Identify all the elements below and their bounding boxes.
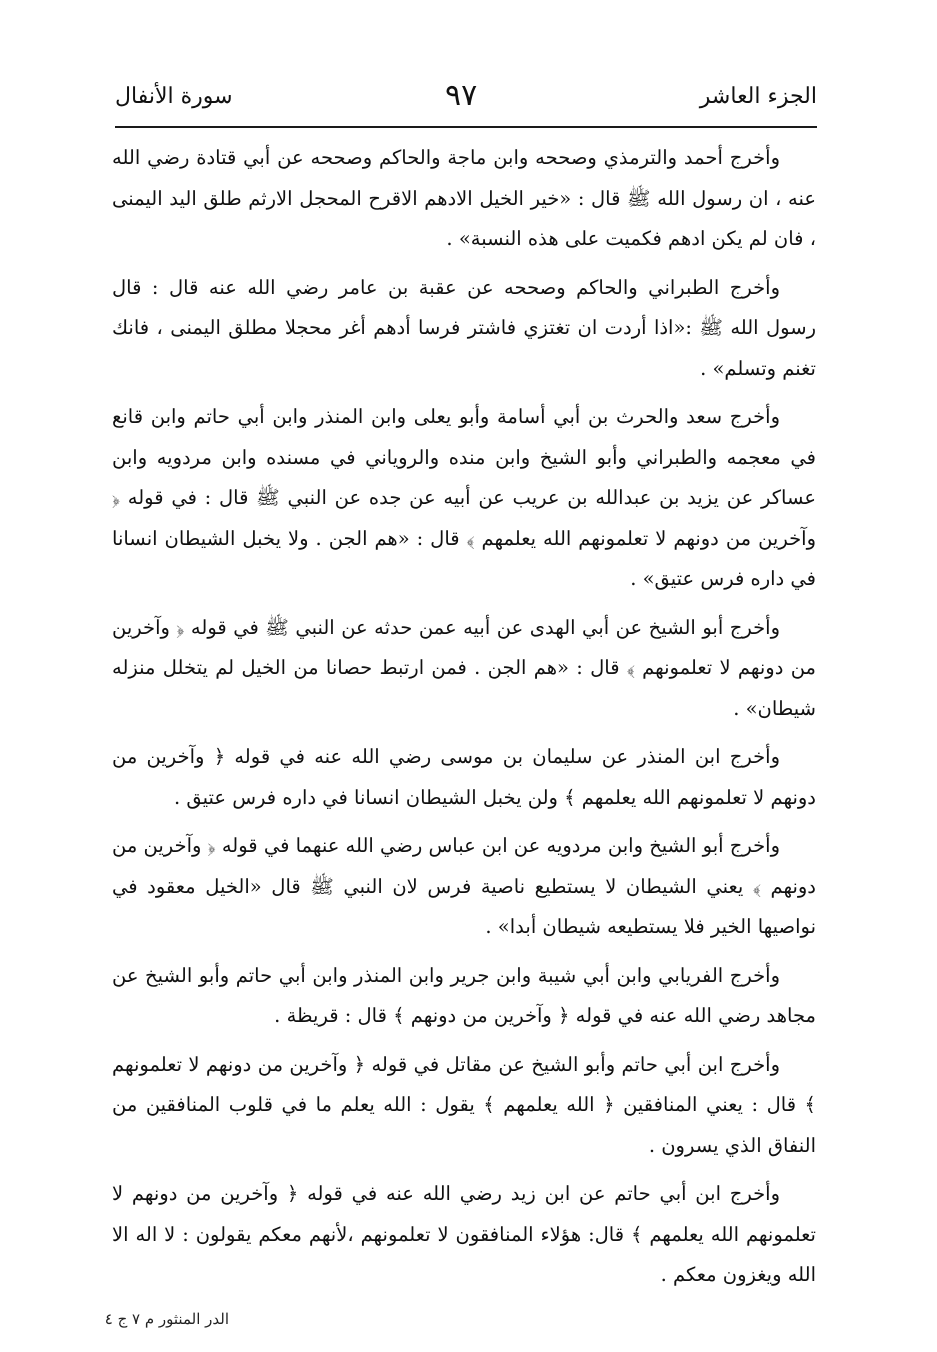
paragraph: وأخرج الفريابي وابن أبي شيبة وابن جرير وابن المنذر وابن أبي حاتم وأبو الشيخ عن مجاهد رضي الله عنه في قوله ﴿ وآخرين من دونهم ﴾ قال : قريظة . [112,963,816,1027]
paragraph: وأخرج أحمد والترمذي وصححه وابن ماجة والحاكم وصححه عن أبي قتادة رضي الله عنه ، ان رسول الله ﷺ قال : «خير الخيل الادهم الاقرح المحجل الارثم طلق اليد اليمنى ، فان لم يكن ادهم فكميت على هذه النسبة» . [112,146,816,250]
surah-title: سورة الأنفال [115,84,233,109]
part-title: الجزء العاشر [699,84,817,109]
paragraph: وأخرج ابن أبي حاتم وأبو الشيخ عن مقاتل في قوله ﴿ وآخرين من دونهم لا تعلمونهم ﴾ قال : يعني المنافقين ﴿ الله يعلمهم ﴾ يقول : الله يعلم ما في قلوب المنافقين من النفاق الذي يسرون . [112,1052,816,1157]
page-number: ٩٧ [445,78,478,113]
page-body [112,138,816,1298]
paragraph: وأخرج أبو الشيخ عن أبي الهدى عن أبيه عمن حدثه عن النبي ﷺ في قوله ﴿ وآخرين من دونهم لا تعلمونهم ﴾ قال : «هم الجن . فمن ارتبط حصانا من الخيل لم يتخلل منزله شيطان» . [112,615,816,720]
paragraph: وأخرج ابن أبي حاتم عن ابن زيد رضي الله عنه في قوله ﴿ وآخرين من دونهم لا تعلمونهم الله يعلمهم ﴾ قال: هؤلاء المنافقون لا تعلمونهم ،لأنهم معكم يقولون : لا اله الا الله ويغزون معكم . [112,1182,816,1286]
paragraph: وأخرج أبو الشيخ وابن مردويه عن ابن عباس رضي الله عنهما في قوله ﴿ وآخرين من دونهم ﴾ يعني الشيطان لا يستطيع ناصية فرس لان النبي ﷺ قال «الخيل معقود في نواصيها الخير فلا يستطيعه شيطان أبدا» . [112,834,816,938]
paragraph: وأخرج الطبراني والحاكم وصححه عن عقبة بن عامر رضي الله عنه قال : قال رسول الله ﷺ :«اذا أردت ان تغتزي فاشتر فرسا أدهم أغر محجلا مطلق اليمنى ، فانك تغنم وتسلم» . [112,275,816,380]
paragraph: وأخرج ابن المنذر عن سليمان بن موسى رضي الله عنه في قوله ﴿ وآخرين من دونهم لا تعلمونهم الله يعلمهم ﴾ ولن يخبل الشيطان انسانا في داره فرس عتيق . [112,745,816,809]
page-footer-note: الدر المنثور م ٧ ج ٤ [104,1310,229,1328]
page-header [115,78,817,128]
paragraph: وأخرج سعد والحرث بن أبي أسامة وأبو يعلى وابن المنذر وابن أبي حاتم وابن قانع في معجمه والطبراني وأبو الشيخ وابن منده والروياني في مسنده وابن مردويه وابن عساكر عن يزيد بن عبدالله بن عريب عن أبيه عن جده عن النبي ﷺ قال : في قوله ﴿ وآخرين من دونهم لا تعلمونهم الله يعلمهم ﴾ قال : «هم الجن . ولا يخبل الشيطان انسانا في داره فرس عتيق» . [112,405,816,590]
